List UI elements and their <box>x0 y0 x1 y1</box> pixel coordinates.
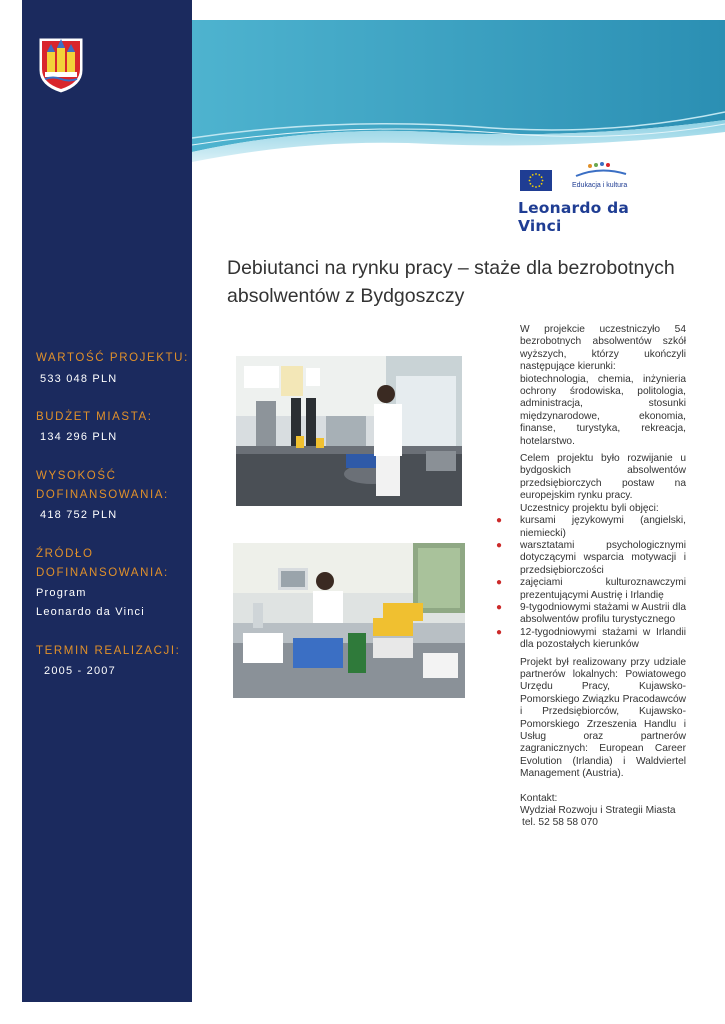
cofinancing-amount-label-line1: WYSOKOŚĆ <box>36 470 117 482</box>
program-name-logo: Leonardo da Vinci <box>518 199 630 235</box>
city-crest-logo <box>37 36 85 94</box>
header-wave-banner <box>192 20 725 170</box>
page-title: Debiutanci na rynku pracy – staże dla bezrobotnych absolwentów z Bydgoszczy <box>227 257 675 307</box>
project-value-label: WARTOŚĆ PROJEKTU: <box>36 352 189 364</box>
bullet-icon: ● <box>496 539 503 551</box>
left-sidebar <box>22 0 192 1002</box>
bullet-icon: ● <box>496 601 503 613</box>
cofinancing-source-label-line2: DOFINANSOWANIA: <box>36 567 169 579</box>
culture-program-icon <box>572 160 630 180</box>
bullet-icon: ● <box>496 577 503 589</box>
body-paragraph-1b: biotechnologia, chemia, inżynieria ochrony środowiska, politologia, administracja, stosunki międzynarodowe, ekonomia, finanse, turystyka, rekreacja, hotelarstwo. <box>520 373 686 447</box>
contact-label: Kontakt: <box>520 792 558 804</box>
list-item: ● 9-tygodniowymi stażami w Austrii dla absolwentów profilu turystycznego <box>496 601 686 626</box>
lab-photo-2 <box>233 543 465 698</box>
list-item: ● kursami językowymi (angielski, niemiecki) <box>496 515 686 539</box>
list-item: ● 12-tygodniowymi stażami w Irlandii dla pozostałych kierunków <box>496 626 686 651</box>
bullet-icon: ● <box>496 515 503 527</box>
realization-period-label: TERMIN REALIZACJI: <box>36 645 181 657</box>
cofinancing-source-value-line1: Program <box>36 587 87 599</box>
realization-period-value: 2005 - 2007 <box>44 665 116 677</box>
project-value: 533 048 PLN <box>40 373 118 385</box>
program-logos <box>518 160 668 235</box>
eu-flag-icon <box>520 170 552 191</box>
list-item: ● warsztatami psychologicznymi dotyczącymi wsparcia motywacji i przedsiębiorczości <box>496 539 686 576</box>
contact-organization: Wydział Rozwoju i Strategii Miasta <box>520 805 676 817</box>
body-paragraph-2: Celem projektu było rozwijanie u bydgoskich absolwentów przedsiębiorczych postaw na europejskim rynku pracy. <box>520 453 686 502</box>
body-paragraph-1: W projekcie uczestniczyło 54 bezrobotnych absolwentów szkół wyższych, którzy ukończyli następujące kierunki: <box>520 324 686 373</box>
city-budget-value: 134 296 PLN <box>40 431 118 443</box>
program-small-label: Edukacja i kultura <box>572 182 628 189</box>
bullet-icon: ● <box>496 626 503 638</box>
body-text-column <box>496 324 686 830</box>
body-paragraph-4: Projekt był realizowany przy udziale partnerów lokalnych: Powiatowego Urzędu Pracy, Kujawsko-Pomorskiego Związku Pracodawców i Przedsiębiorców, Kujawsko-Pomorskiego Zrzeszenia Handlu i Usług oraz partnerów zagranicznych: European Career Evolution (Irlandia) i Waldviertel Management (Austria). <box>520 656 686 780</box>
lab-photo-1 <box>236 356 462 506</box>
cofinancing-source-label-line1: ŹRÓDŁO <box>36 548 94 560</box>
cofinancing-source-value-line2: Leonardo da Vinci <box>36 606 145 618</box>
body-paragraph-3: Uczestnicy projektu byli objęci: <box>520 502 659 514</box>
cofinancing-amount-label-line2: DOFINANSOWANIA: <box>36 489 169 501</box>
activities-list <box>496 515 686 651</box>
contact-phone: tel. 52 58 58 070 <box>522 817 598 829</box>
cofinancing-amount-value: 418 752 PLN <box>40 509 118 521</box>
list-item: ● zajęciami kulturoznawczymi prezentującymi Austrię i Irlandię <box>496 577 686 601</box>
city-budget-label: BUDŻET MIASTA: <box>36 411 153 423</box>
